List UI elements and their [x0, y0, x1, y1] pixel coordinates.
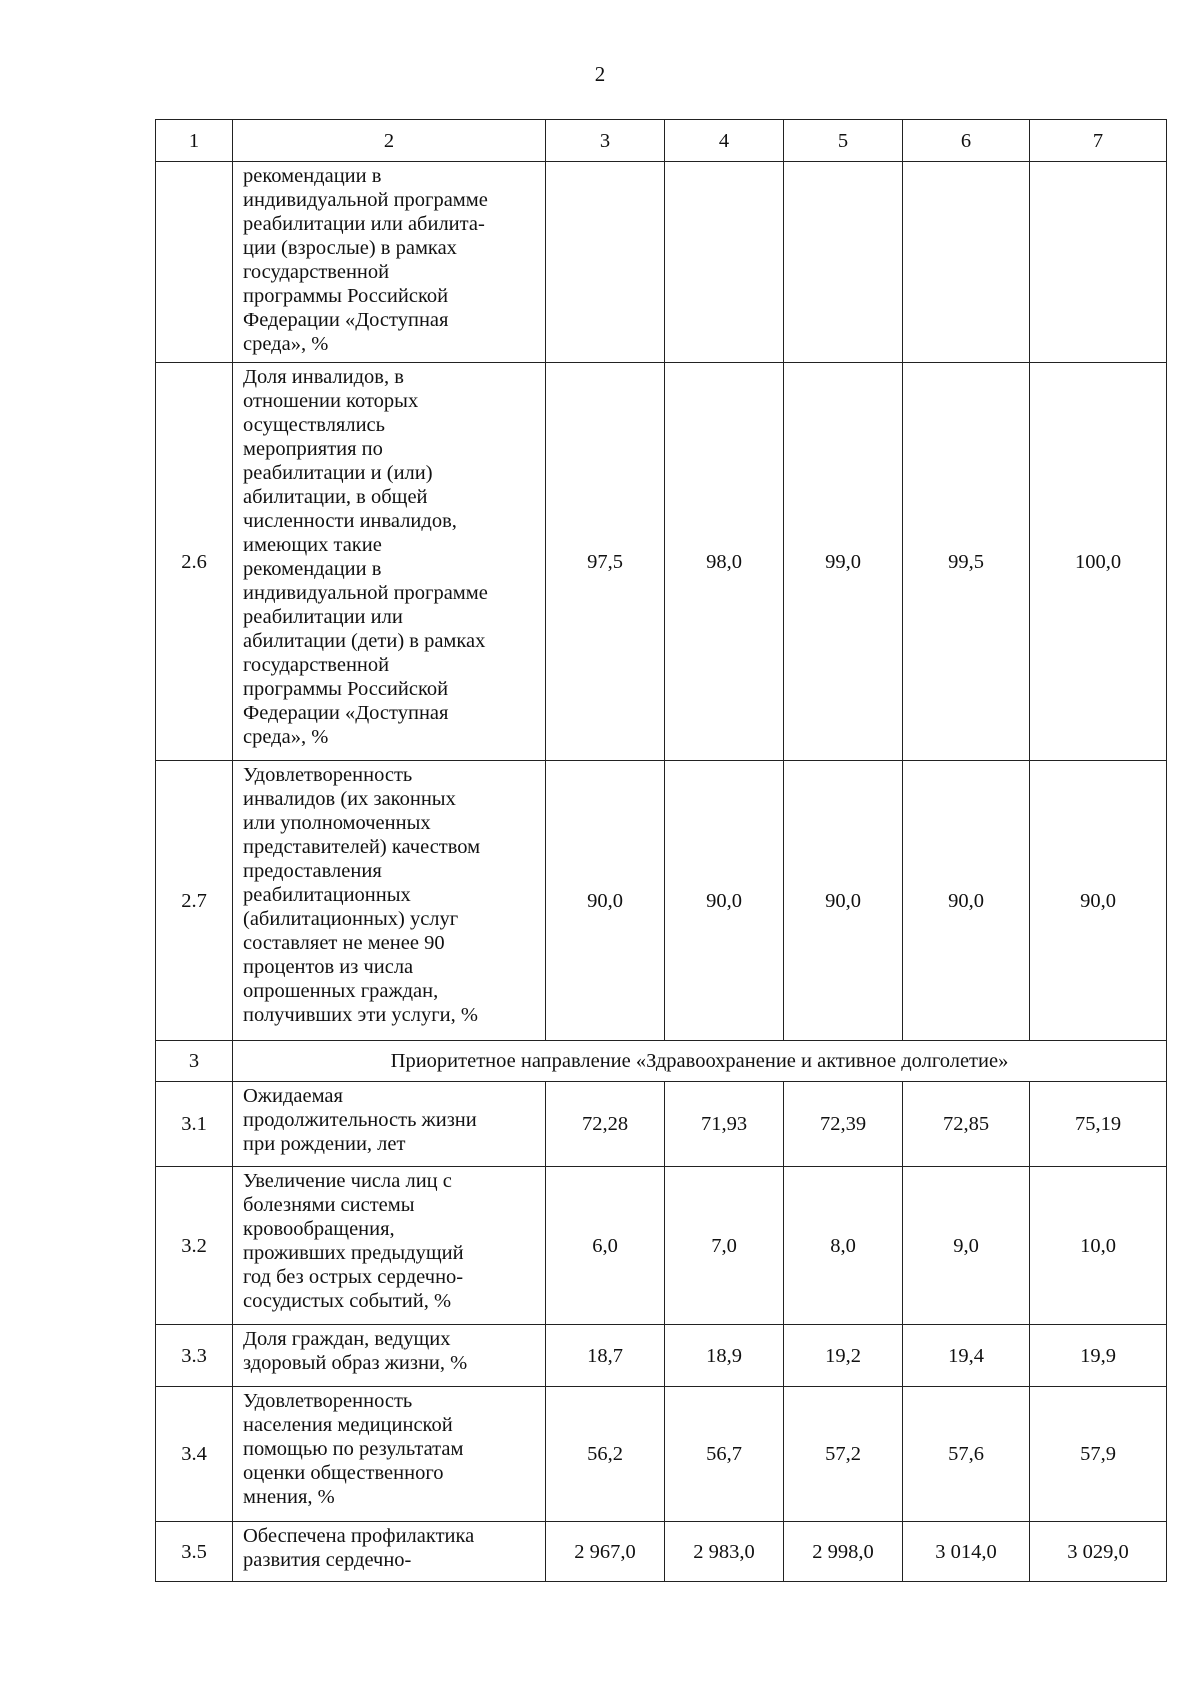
value-cell: 100,0	[1030, 363, 1167, 761]
indicator-description: Ожидаемая продолжительность жизни при рождении, лет	[233, 1082, 546, 1167]
section-number: 3	[156, 1041, 233, 1082]
value-cell	[1030, 162, 1167, 363]
value-cell: 2 998,0	[784, 1522, 903, 1582]
row-number	[156, 162, 233, 363]
header-cell: 6	[903, 120, 1030, 162]
value-cell: 72,85	[903, 1082, 1030, 1167]
value-cell: 7,0	[665, 1167, 784, 1325]
header-cell: 5	[784, 120, 903, 162]
header-cell: 7	[1030, 120, 1167, 162]
indicator-description: Доля инвалидов, в отношении которых осуществлялись мероприятия по реабилитации и (или) абилитации, в общей численности инвалидов, имеющих такие рекомендации в индивидуальной программе реабилитации или абилитации (дети) в рамках государственной программы Российской Федерации «Доступная среда», %	[233, 363, 546, 761]
header-cell: 3	[546, 120, 665, 162]
row-number: 3.5	[156, 1522, 233, 1582]
indicator-description: Удовлетворенность инвалидов (их законных или уполномоченных представителей) качеством предоставления реабилитационных (абилитационных) услуг составляет не менее 90 процентов из числа опрошенных граждан, получивших эти услуги, %	[233, 761, 546, 1041]
value-cell: 9,0	[903, 1167, 1030, 1325]
value-cell: 90,0	[784, 761, 903, 1041]
row-number: 3.3	[156, 1325, 233, 1387]
value-cell	[903, 162, 1030, 363]
value-cell	[784, 162, 903, 363]
row-number: 3.2	[156, 1167, 233, 1325]
value-cell: 72,39	[784, 1082, 903, 1167]
row-number: 2.7	[156, 761, 233, 1041]
table-row	[156, 761, 1167, 1041]
value-cell: 99,5	[903, 363, 1030, 761]
value-cell: 57,2	[784, 1387, 903, 1522]
value-cell: 10,0	[1030, 1167, 1167, 1325]
section-row	[156, 1041, 1167, 1082]
value-cell: 90,0	[903, 761, 1030, 1041]
value-cell	[546, 162, 665, 363]
row-number: 3.1	[156, 1082, 233, 1167]
value-cell: 57,9	[1030, 1387, 1167, 1522]
header-row	[156, 120, 1167, 162]
value-cell: 98,0	[665, 363, 784, 761]
value-cell: 90,0	[546, 761, 665, 1041]
value-cell: 71,93	[665, 1082, 784, 1167]
indicator-description: рекомендации в индивидуальной программе реабилитации или абилита- ции (взрослые) в рамках государственной программы Российской Федерации «Доступная среда», %	[233, 162, 546, 363]
value-cell: 56,7	[665, 1387, 784, 1522]
value-cell: 57,6	[903, 1387, 1030, 1522]
value-cell: 19,2	[784, 1325, 903, 1387]
row-number: 3.4	[156, 1387, 233, 1522]
value-cell: 6,0	[546, 1167, 665, 1325]
value-cell: 90,0	[1030, 761, 1167, 1041]
value-cell	[665, 162, 784, 363]
value-cell: 56,2	[546, 1387, 665, 1522]
table-row	[156, 363, 1167, 761]
value-cell: 75,19	[1030, 1082, 1167, 1167]
indicator-description: Увеличение числа лиц с болезнями системы кровообращения, проживших предыдущий год без острых сердечно- сосудистых событий, %	[233, 1167, 546, 1325]
value-cell: 8,0	[784, 1167, 903, 1325]
value-cell: 19,9	[1030, 1325, 1167, 1387]
value-cell: 2 967,0	[546, 1522, 665, 1582]
indicator-description: Удовлетворенность населения медицинской помощью по результатам оценки общественного мнения, %	[233, 1387, 546, 1522]
value-cell: 2 983,0	[665, 1522, 784, 1582]
value-cell: 3 029,0	[1030, 1522, 1167, 1582]
value-cell: 90,0	[665, 761, 784, 1041]
value-cell: 97,5	[546, 363, 665, 761]
table-row	[156, 1387, 1167, 1522]
value-cell: 72,28	[546, 1082, 665, 1167]
value-cell: 3 014,0	[903, 1522, 1030, 1582]
value-cell: 18,7	[546, 1325, 665, 1387]
value-cell: 18,9	[665, 1325, 784, 1387]
section-title: Приоритетное направление «Здравоохранение и активное долголетие»	[233, 1041, 1167, 1082]
indicator-description: Обеспечена профилактика развития сердечно-	[233, 1522, 546, 1582]
header-cell: 1	[156, 120, 233, 162]
indicators-table	[155, 119, 1167, 1582]
header-cell: 4	[665, 120, 784, 162]
table-row	[156, 1082, 1167, 1167]
table-row	[156, 162, 1167, 363]
header-cell: 2	[233, 120, 546, 162]
table-row	[156, 1167, 1167, 1325]
value-cell: 99,0	[784, 363, 903, 761]
table-row	[156, 1325, 1167, 1387]
row-number: 2.6	[156, 363, 233, 761]
indicator-description: Доля граждан, ведущих здоровый образ жизни, %	[233, 1325, 546, 1387]
page-number: 2	[594, 62, 606, 86]
value-cell: 19,4	[903, 1325, 1030, 1387]
table-row	[156, 1522, 1167, 1582]
